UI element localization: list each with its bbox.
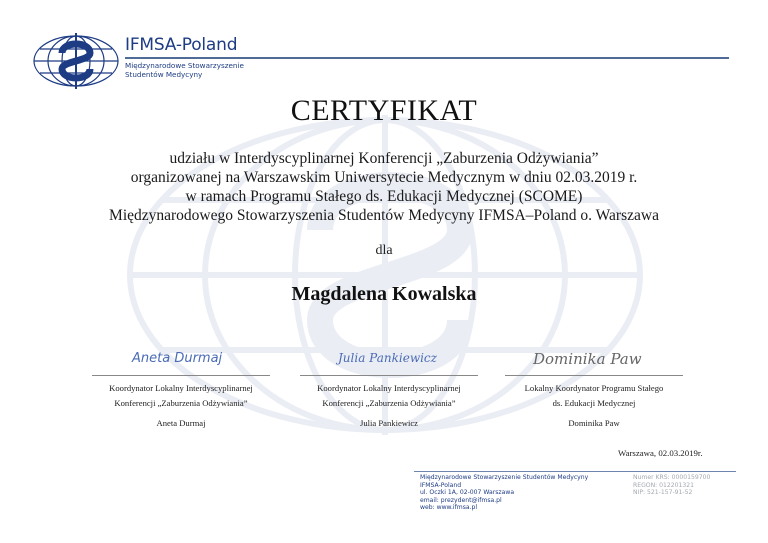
brand-name: IFMSA-Poland xyxy=(125,35,238,55)
footer-address xyxy=(420,474,588,512)
certificate-body xyxy=(0,149,768,225)
footer-org-name: Międzynarodowe Stowarzyszenie Studentów Medycyny xyxy=(420,474,589,481)
signature-block-1 xyxy=(92,338,270,428)
handwritten-signature-2 xyxy=(300,338,478,374)
signature-line xyxy=(300,375,478,376)
svg-text:Dominika Paw: Dominika Paw xyxy=(533,350,642,368)
footer-regon: REGON: 012201321 xyxy=(633,481,695,489)
signature-line xyxy=(505,375,683,376)
footer-divider xyxy=(414,471,736,472)
footer-registry xyxy=(633,474,710,497)
svg-text:Julia Pankiewicz: Julia Pankiewicz xyxy=(338,351,437,365)
brand-subtitle xyxy=(125,61,244,79)
signer-role-line: ds. Edukacji Medycznej xyxy=(552,398,636,408)
footer-krs: Numer KRS: 0000159700 xyxy=(633,474,711,481)
signature-line xyxy=(92,375,270,376)
signer-name: Julia Pankiewicz xyxy=(360,418,418,428)
signature-block-3 xyxy=(505,338,683,428)
signer-name: Aneta Durmaj xyxy=(156,418,206,428)
signer-role xyxy=(92,381,270,411)
handwritten-signature-1 xyxy=(92,338,270,374)
body-line: w ramach Programu Stałego ds. Edukacji Medycznej (SCOME) xyxy=(185,188,583,205)
signer-role-line: Konferencji „Zaburzenia Odżywiania” xyxy=(322,398,456,408)
footer-email: email: prezydent@ifmsa.pl xyxy=(420,496,502,504)
body-line: Międzynarodowego Stowarzyszenia Studentów Medycyny IFMSA–Poland o. Warszawa xyxy=(109,207,659,224)
footer-nip: NIP: 521-157-91-52 xyxy=(633,489,693,497)
footer-street: ul. Oczki 1A, 02-007 Warszawa xyxy=(420,489,515,497)
footer-org-short: IFMSA-Poland xyxy=(420,481,462,489)
svg-text:Aneta Durmaj: Aneta Durmaj xyxy=(132,351,223,366)
brand-subtitle-line: Międzynarodowe Stowarzyszenie xyxy=(125,61,244,70)
signature-block-2 xyxy=(300,338,478,428)
for-label: dla xyxy=(375,243,393,258)
signer-name: Dominika Paw xyxy=(568,418,620,428)
handwritten-signature-3 xyxy=(505,338,683,374)
signer-role xyxy=(300,381,478,411)
body-line: udziału w Interdyscyplinarnej Konferencji „Zaburzenia Odżywiania” xyxy=(169,150,599,167)
footer-web: web: www.ifmsa.pl xyxy=(420,504,478,512)
signer-role-line: Koordynator Lokalny Interdyscyplinarnej xyxy=(317,383,461,393)
place-and-date: Warszawa, 02.03.2019r. xyxy=(618,448,703,458)
header-divider xyxy=(125,57,729,59)
signer-role-line: Koordynator Lokalny Interdyscyplinarnej xyxy=(109,383,253,393)
signer-role xyxy=(505,381,683,411)
ifmsa-globe-logo-icon xyxy=(32,33,120,89)
brand-subtitle-line: Studentów Medycyny xyxy=(125,70,203,79)
body-line: organizowanej na Warszawskim Uniwersytecie Medycznym w dniu 02.03.2019 r. xyxy=(130,169,638,186)
certificate-title: CERTYFIKAT xyxy=(290,94,478,127)
signer-role-line: Konferencji „Zaburzenia Odżywiania” xyxy=(114,398,248,408)
recipient-name: Magdalena Kowalska xyxy=(291,283,477,305)
signer-role-line: Lokalny Koordynator Programu Stałego xyxy=(524,383,664,393)
